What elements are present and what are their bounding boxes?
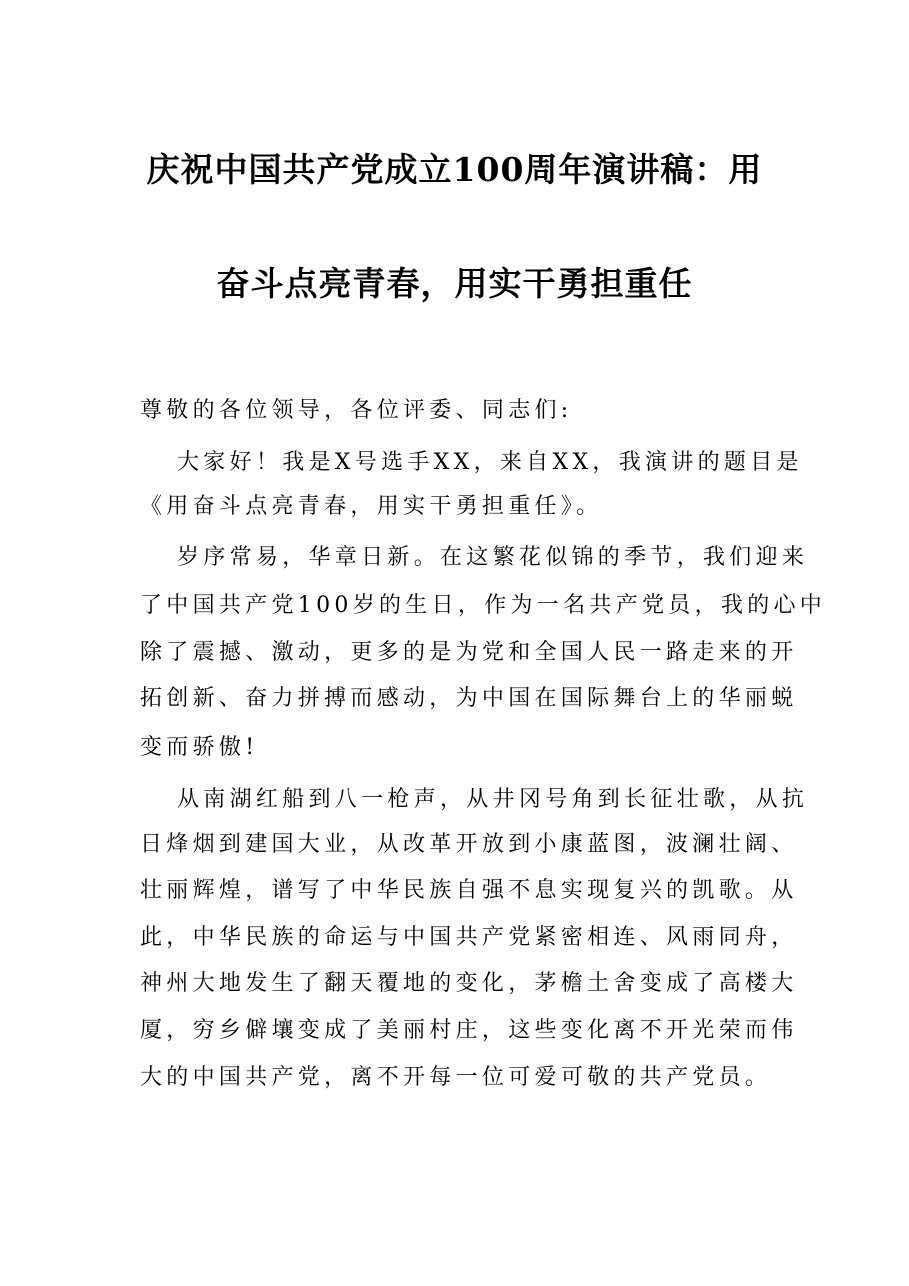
paragraph-3-line-1: 从南湖红船到八一枪声，从井冈号角到长征壮歌，从抗: [177, 787, 809, 812]
paragraph-3-line-4: 此，中华民族的命运与中国共产党紧密相连、风雨同舟，: [140, 925, 798, 950]
paragraph-2-line-5: 变而骄傲!: [140, 735, 259, 760]
salutation: 尊敬的各位领导，各位评委、同志们:: [140, 398, 573, 423]
paragraph-1-line-2: 《用奋斗点亮青春，用实干勇担重任》。: [140, 494, 603, 519]
paragraph-3-line-6: 厦，穷乡僻壤变成了美丽村庄，这些变化离不开光荣而伟: [140, 1018, 798, 1043]
paragraph-1-line-1: 大家好！我是X号选手XX，来自XX，我演讲的题目是: [177, 450, 803, 475]
paragraph-2-line-3: 除了震撼、激动，更多的是为党和全国人民一路走来的开: [140, 640, 798, 665]
paragraph-3-line-5: 神州大地发生了翻天覆地的变化，茅檐土舍变成了高楼大: [140, 971, 798, 996]
paragraph-2-line-4: 拓创新、奋力拼搏而感动，为中国在国际舞台上的华丽蜕: [140, 686, 798, 711]
paragraph-3-line-7: 大的中国共产党，离不开每一位可爱可敬的共产党员。: [140, 1065, 772, 1090]
paragraph-3-line-2: 日烽烟到建国大业，从改革开放到小康蓝图，波澜壮阔、: [140, 832, 798, 857]
title-line-2: 奋斗点亮青春，用实干勇担重任: [216, 264, 693, 303]
paragraph-2-line-1: 岁序常易，华章日新。在这繁花似锦的季节，我们迎来: [177, 545, 809, 570]
title-line-1: 庆祝中国共产党成立100周年演讲稿：用: [146, 150, 763, 189]
paragraph-2-line-2: 了中国共产党100岁的生日，作为一名共产党员，我的心中: [140, 593, 827, 618]
paragraph-3-line-3: 壮丽辉煌，谱写了中华民族自强不息实现复兴的凯歌。从: [140, 878, 798, 903]
